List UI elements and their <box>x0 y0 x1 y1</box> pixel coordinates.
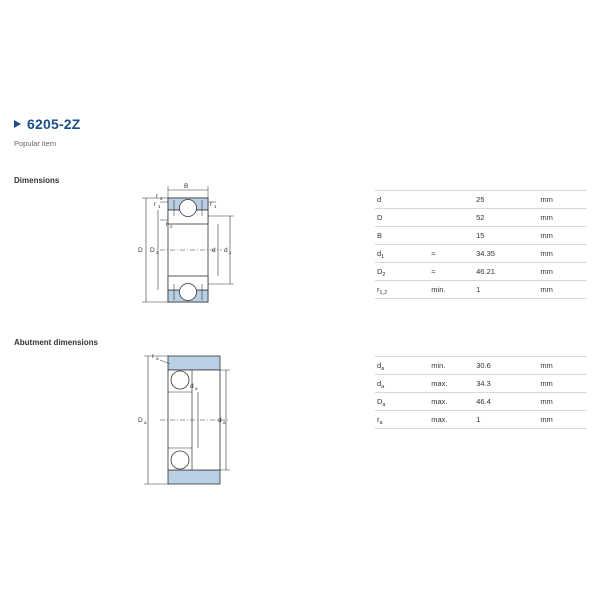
row-symbol <box>375 281 429 299</box>
row-symbol <box>375 375 429 393</box>
symbol-text: d <box>377 379 382 388</box>
svg-text:a: a <box>195 386 198 391</box>
symbol-text: d <box>377 195 382 204</box>
row-qualifier: min. <box>429 357 474 375</box>
product-title-row <box>14 117 81 131</box>
symbol-sub: a <box>379 420 383 426</box>
label-da-right: d <box>218 417 222 424</box>
row-qualifier: max. <box>429 375 474 393</box>
row-qualifier: ≈ <box>429 263 474 281</box>
table-row <box>375 357 587 375</box>
label-da-inner: d <box>190 383 194 390</box>
row-unit: mm <box>538 245 587 263</box>
label-D: D <box>138 247 143 254</box>
row-qualifier <box>429 191 474 209</box>
symbol-sub: 1,2 <box>379 290 388 296</box>
row-unit: mm <box>538 281 587 299</box>
symbol-sub: a <box>381 366 385 372</box>
row-qualifier: max. <box>429 411 474 429</box>
symbol-text: r <box>377 285 380 294</box>
triangle-right-icon <box>14 120 21 128</box>
label-r1-left: r <box>154 201 157 208</box>
row-unit: mm <box>538 209 587 227</box>
dimensions-heading: Dimensions <box>14 176 60 185</box>
symbol-text: d <box>377 249 382 258</box>
label-ra: r <box>152 353 155 360</box>
row-qualifier <box>429 227 474 245</box>
table-row <box>375 375 587 393</box>
svg-text:1: 1 <box>229 250 232 255</box>
label-r1-right: r <box>210 201 213 208</box>
row-symbol <box>375 191 429 209</box>
row-symbol <box>375 357 429 375</box>
row-symbol <box>375 263 429 281</box>
row-value: 1 <box>474 411 538 429</box>
row-value: 15 <box>474 227 538 245</box>
row-qualifier <box>429 209 474 227</box>
svg-text:2: 2 <box>160 196 163 201</box>
table-row <box>375 227 587 245</box>
table-row <box>375 245 587 263</box>
row-symbol <box>375 209 429 227</box>
row-unit: mm <box>538 191 587 209</box>
symbol-text: d <box>377 361 382 370</box>
svg-text:a: a <box>144 420 147 425</box>
svg-text:2: 2 <box>156 250 159 255</box>
symbol-sub: 2 <box>382 272 386 278</box>
row-value: 46.4 <box>474 393 538 411</box>
table-row <box>375 209 587 227</box>
row-unit: mm <box>538 375 587 393</box>
table-row <box>375 393 587 411</box>
row-qualifier: min. <box>429 281 474 299</box>
row-unit: mm <box>538 411 587 429</box>
symbol-sub: a <box>382 402 386 408</box>
symbol-sub: a <box>381 384 385 390</box>
label-B: B <box>184 183 189 190</box>
table-row <box>375 191 587 209</box>
symbol-text: D <box>377 267 383 276</box>
abutment-dimensions-drawing <box>130 340 260 505</box>
symbol-text: r <box>377 415 380 424</box>
symbol-text: D <box>377 213 383 222</box>
row-symbol <box>375 393 429 411</box>
row-qualifier: max. <box>429 393 474 411</box>
label-Da: D <box>138 417 143 424</box>
label-r2-left: r <box>166 221 169 228</box>
label-d1: d <box>224 247 228 254</box>
row-unit: mm <box>538 393 587 411</box>
dimensions-table <box>375 190 587 299</box>
row-qualifier: ≈ <box>429 245 474 263</box>
abutment-table <box>375 356 587 429</box>
row-value: 30.6 <box>474 357 538 375</box>
row-symbol <box>375 411 429 429</box>
table-row <box>375 411 587 429</box>
row-value: 34.3 <box>474 375 538 393</box>
row-symbol <box>375 227 429 245</box>
svg-text:a: a <box>223 420 226 425</box>
row-value: 46.21 <box>474 263 538 281</box>
row-unit: mm <box>538 263 587 281</box>
row-unit: mm <box>538 227 587 245</box>
symbol-text: B <box>377 231 383 240</box>
svg-text:1: 1 <box>158 204 161 209</box>
table-row <box>375 281 587 299</box>
label-r2-top: r <box>156 193 159 200</box>
row-value: 52 <box>474 209 538 227</box>
abutment-dimensions-heading: Abutment dimensions <box>14 338 99 347</box>
label-d: d <box>212 247 216 254</box>
svg-text:2: 2 <box>170 224 173 229</box>
row-symbol <box>375 245 429 263</box>
bearing-dimensions-drawing <box>130 180 260 325</box>
row-value: 1 <box>474 281 538 299</box>
table-row <box>375 263 587 281</box>
symbol-text: D <box>377 397 383 406</box>
row-value: 34.35 <box>474 245 538 263</box>
svg-text:a: a <box>156 356 159 361</box>
page-title: 6205-2Z <box>27 116 81 132</box>
svg-text:1: 1 <box>214 204 217 209</box>
label-D2: D <box>150 247 155 254</box>
row-unit: mm <box>538 357 587 375</box>
popular-item-label: Popular item <box>14 139 57 148</box>
symbol-sub: 1 <box>381 254 385 260</box>
row-value: 25 <box>474 191 538 209</box>
